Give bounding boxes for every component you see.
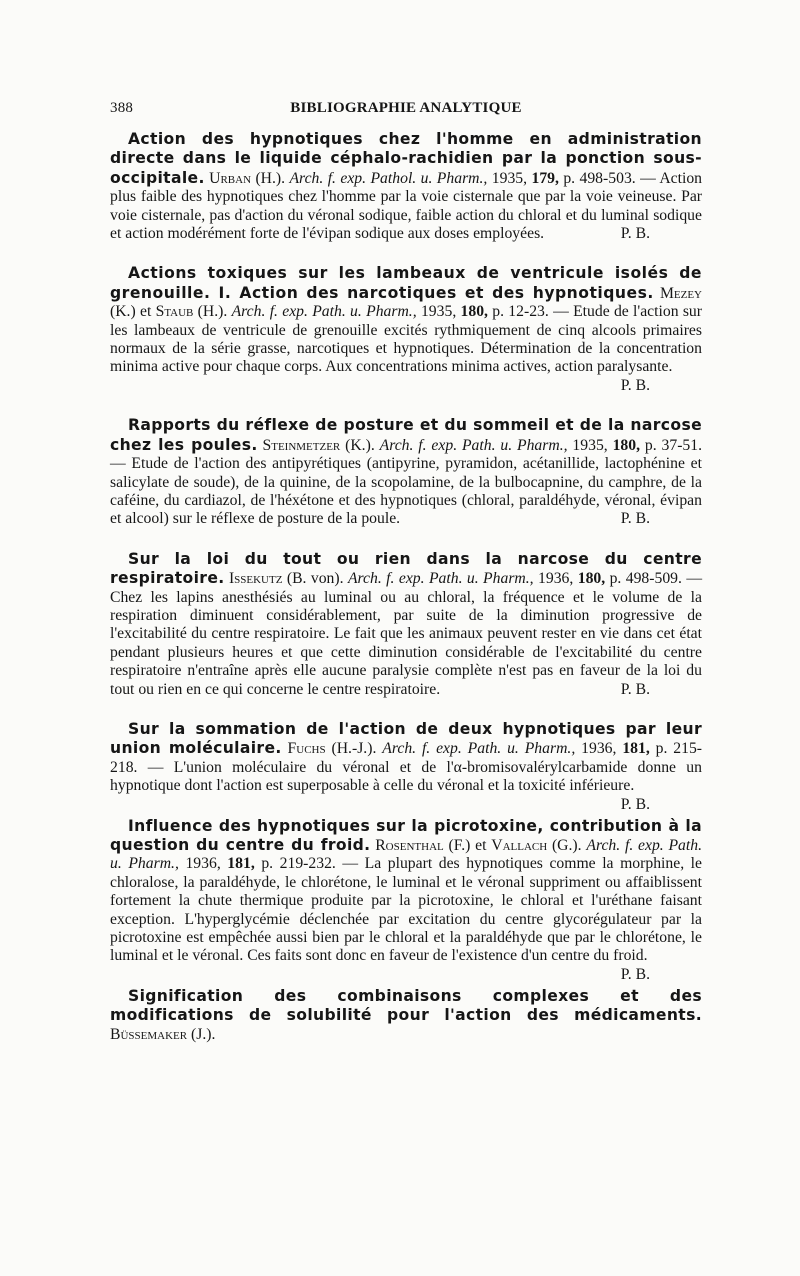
entry-journal: Arch. f. exp. Path. u. Pharm., (231, 303, 417, 321)
running-title: BIBLIOGRAPHIE ANALYTIQUE (290, 100, 522, 116)
bibliography-entry (110, 816, 703, 983)
entry-author-2: Staub (155, 303, 194, 321)
entry-author: Mezey (659, 284, 702, 302)
page-header (110, 100, 702, 124)
entry-title: Actions toxiques sur les lambeaux de ventricule isolés de grenouille. I. Action des narcotiques et des hypnotiques. (110, 264, 702, 302)
page-number: 388 (110, 100, 134, 116)
entry-signature: P. B. (620, 510, 650, 528)
bibliography-entry (110, 416, 702, 528)
entry-author-initials: (K.). (345, 436, 375, 454)
entry-title: Signification des combinaisons complexes et des modifications de solubilité pour l'action des médicaments. (110, 986, 702, 1025)
entry-author-initials: (H.). (255, 169, 286, 187)
entry-title: Influence des hypnotiques sur la picrotoxine, contribution à la question du centre du froid. (110, 816, 702, 854)
entry-abstract: p. 37-51. — Etude de l'action des antipyrétiques (antipyrine, pyramidon, acétanillide, lactophénine et salicylate de soude), de la quinine, de la scopolamine, de la bulbocapnine, du camphre, de la caféine, du cardiazol, de l'héxétone et des hypnotiques (chloral, paraldéhyde, véronal, évipan et alcool) sur le réflexe de posture de la poule. (110, 436, 703, 528)
entry-author: Büssemaker (110, 1025, 188, 1043)
bibliography-entry (110, 987, 702, 1044)
entry-year: 1935, (420, 303, 457, 321)
entry-journal: Arch. f. exp. Path. u. Pharm., (110, 837, 703, 873)
entry-author-initials: (K.) et (110, 303, 152, 321)
entry-title: Sur la sommation de l'action de deux hypnotiques par leur union moléculaire. (110, 719, 702, 758)
bibliography-entry (110, 719, 703, 813)
entry-year: 1936, (185, 855, 221, 873)
entry-volume: 181, (622, 740, 650, 758)
entry-abstract: p. 219-232. — La plupart des hypnotiques comme la morphine, le chloralose, la paraldéhyde, le chlorétone, le luminal et le véronal suppriment ou affaiblissent fortement la chute thermique produite par la picrotoxine, le chloral et l'uréthane faisant exception. L'hyperglycémie déclenchée par excitation du centre glycorégulateur par la picrotoxine est empêchée aussi bien par le chloral et la paraldéhyde que par le chlorétone, le luminal et le véronal. Ces faits sont donc en faveur de l'existence d'un centre du froid. (110, 855, 702, 965)
entry-volume: 180, (460, 303, 488, 321)
entry-author: Rosenthal (375, 837, 444, 854)
entry-title: Sur la loi du tout ou rien dans la narcose du centre respiratoire. (110, 549, 702, 588)
entry-author-initials: (B. von). (286, 570, 344, 588)
entry-volume: 180, (577, 570, 606, 588)
entry-year: 1935, (491, 169, 528, 187)
entry-author-initials: (J.). (191, 1025, 216, 1043)
entry-title: Rapports du réflexe de posture et du sommeil et de la narcose chez les poules. (110, 416, 702, 454)
entry-signature: P. B. (620, 225, 650, 243)
entry-year: 1935, (572, 436, 608, 454)
entry-year: 1936, (581, 740, 617, 758)
entry-abstract: p. 215-218. — L'union moléculaire du véronal et de l'α-bromisovalérylcarbamide donne un hypnotique dont l'action est superposable à celle du véronal et la toxicité inférieure. (110, 740, 703, 795)
entry-signature: P. B. (620, 680, 650, 698)
entry-signature: P. B. (620, 965, 650, 983)
entry-author: Urban (209, 169, 252, 187)
entry-journal: Arch. f. exp. Path. u. Pharm., (347, 570, 534, 588)
entry-signature: P. B. (620, 795, 650, 813)
entry-journal: Arch. f. exp. Pathol. u. Pharm., (289, 169, 488, 187)
entry-author: Fuchs (287, 740, 326, 758)
bibliography-entry (110, 130, 702, 243)
entry-title: Action des hypnotiques chez l'homme en administration directe dans le liquide céphalo-rachidien par la ponction sous-occipitale. (110, 130, 702, 187)
entry-abstract: p. 498-509. — Chez les lapins anesthésiés au luminal ou au chloral, la fréquence et le volume de la respiration diminuent considérablement, par suite de la diminution progressive de l'excitabilité du centre respiratoire. Le fait que les animaux peuvent rester en vie dans cet état pendant plusieurs heures et que cette diminution considérable de l'excitabilité du centre respiratoire n'entraîne après elle aucune paralysie complète n'est pas en faveur de la loi du tout ou rien en ce qui concerne le centre respiratoire. (110, 570, 703, 698)
entry-volume: 181, (227, 855, 255, 873)
entry-volume: 180, (612, 436, 641, 454)
entry-author-2-initials: (G.). (551, 837, 582, 854)
entry-author: Steinmetzer (262, 436, 341, 454)
entry-author: Issekutz (228, 570, 283, 588)
bibliography-content (110, 130, 702, 1065)
bibliography-entry (110, 550, 702, 699)
entry-author-initials: (H.-J.). (331, 740, 377, 758)
entry-author-2: Vallach (491, 837, 548, 854)
entry-abstract: p. 498-503. — Action plus faible des hypnotiques chez l'homme par la voie cisternale que par la voie veineuse. Par voie cisternale, pas d'action du véronal sodique, faible action du chloral et du luminal sodique et action modérément forte de l'évipan sodique aux doses employées. (110, 169, 703, 243)
entry-journal: Arch. f. exp. Path. u. Pharm., (379, 436, 568, 454)
entry-journal: Arch. f. exp. Path. u. Pharm., (382, 740, 576, 758)
entry-abstract: p. 12-23. — Etude de l'action sur les lambeaux de ventricule de grenouille excités rythmiquement de cinq alcools primaires normaux de la série grasse, narcotiques et hypnotiques. Détermination de la concentration minima active pour chaque corps. Aux concentrations minima actives, action paralysante. (110, 303, 702, 376)
bibliography-entry (110, 264, 702, 395)
entry-author-initials: (F.) et (448, 837, 487, 854)
entry-volume: 179, (531, 169, 559, 187)
entry-signature: P. B. (620, 376, 650, 394)
entry-author-2-initials: (H.). (197, 303, 228, 321)
entry-year: 1936, (538, 570, 574, 588)
